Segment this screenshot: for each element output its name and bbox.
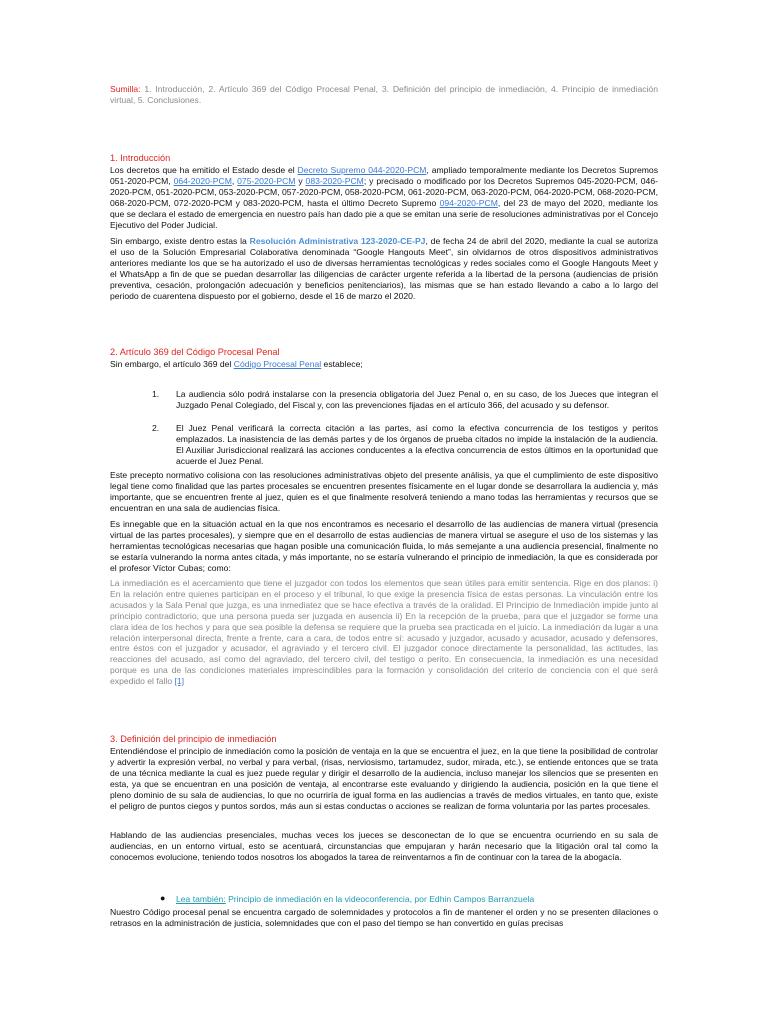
text-run: , de fecha 24 de abril del 2020, mediante la cual se autoriza el uso de la Solución Empresarial Colaborativa denominada “Google Hangouts Meet”, sin olvidarnos de otros dispositivos administrativos anteriores mediante los que se ha autorizado el uso de diversas herramientas tecnológicas y redes sociales como el Google Hangouts Meet y el WhatsApp a fin de que se puedan desarrollar las diligencias de carácter urgente referida a la libertad de la persona (audiencias de prisión preventiva, cesación, prolongación adecuación y beneficios penitenciarios), las mismas que se han estado llevando a cabo a lo largo del periodo de cuarentena dispuesto por el gobierno, desde el 16 de marzo el 2020. [110, 236, 658, 301]
paragraph-precepto: Este precepto normativo colisiona con las resoluciones administrativas objeto del presente análisis, ya que el cumplimiento de este dispositivo legal tiene como finalidad que las partes procesales se encuentren presentes físicamente en el lugar donde se desarrollara la audiencia y, más importante, que se encuentren frente al juez, quien es el que finalmente resolverá teniendo a mano todas las herramientas y recursos que se encuentran en una sala de audiencias física. [110, 470, 658, 513]
list-item-text: El Juez Penal verificará la correcta citación a las partes, así como la efectiva concurrencia de los testigos y peritos emplazados. La inasistencia de las demás partes y de los órganos de prueba citados no impide la instalación de la audiencia. El Auxiliar Jurisdiccional realizará las acciones conducentes a la efectiva concurrencia de estos últimos en la oportunidad que acuerde el Juez Penal. [176, 423, 658, 466]
list-item-text: La audiencia sólo podrá instalarse con la presencia obligatoria del Juez Penal o, en su caso, de los Jueces que integran el Juzgado Penal Colegiado, del Fiscal y, con las prevenciones fijadas en el artículo 366, del acusado y su defensor. [176, 389, 658, 410]
section-heading-introduccion: 1. Introducción [110, 153, 171, 163]
text-run: , del 23 de mayo del 2020, mediante los que se declara el estado de emergencia en nuestro país han dado pie a que se emitan una serie de resoluciones administrativas por el Concejo Ejecutivo del Poder Judicial. [110, 197, 658, 230]
quote-text: La inmediación es el acercamiento que tiene el juzgador con todos los elementos que sean útiles para emitir sentencia. Rige en dos planos: i) En la relación entre quienes participan en el proceso y el tribunal, lo que exige la presencia física de estas personas. La vinculación entre los acusados y la Sala Penal que juzga, es una inmediatez que se hace efectiva a través de la oralidad. El Principio de Inmediación impide junto al principio contradictorio, que una persona pueda ser juzgada en ausencia ii) En la recepción de la prueba, para que el juzgador se forme una clara idea de los hechos y para que sea posible la defensa se requiere que la prueba sea practicada en el juicio. La inmediación da lugar a una relación interpersonal directa, frente a frente, cara a cara, de todos entre sí: acusado y juzgador, acusado y acusador, acusado y defensores, entre éstos con el juzgador y acusador, el agraviado y el tercero civil. El juzgador conoce directamente la personalidad, las actitudes, las reacciones del acusado, así como del agraviado, del tercero civil, del testigo o perito. En consecuencia, la inmediación es una necesidad porque es una de las condiciones materiales imprescindibles para la formación y consolidación del criterio de conciencia con el que será expedido el fallo [110, 578, 658, 687]
section-heading-definicion: 3. Definición del principio de inmediación [110, 734, 277, 744]
text-run: ; y precisado o modificado por los Decretos Supremos 045-2020-PCM, 046-2020-PCM, 051-2020-PCM, 053-2020-PCM, 057-2020-PCM, 058-2020-PCM, 061-2020-PCM, 063-2020-PCM, 064-2020-PCM, 068-2020-PCM, 068-2020-PCM, 072-2020-PCM y 083-2020-PCM, hasta el último Decreto Supremo [110, 175, 658, 208]
text-run: , ampliado temporalmente mediante los Decretos Supremos 051-2020-PCM, [110, 165, 658, 186]
text-run: y [295, 175, 306, 186]
footnote-link[interactable]: [1] [174, 676, 185, 687]
text-run: Sin embargo, el artículo 369 del [110, 359, 234, 369]
link-decreto-075[interactable]: 075-2020-PCM [237, 175, 296, 186]
list-number: 2. [152, 423, 160, 433]
link-codigo-procesal-penal[interactable]: Código Procesal Penal [233, 359, 322, 369]
bullet-icon: ● [160, 893, 166, 903]
sumilla [110, 84, 658, 106]
text-run: establece; [321, 359, 363, 369]
text-run: , [231, 175, 238, 186]
quote-victor-cubas [110, 578, 658, 687]
section-heading-articulo-369: 2. Artículo 369 del Código Procesal Penal [110, 347, 280, 357]
link-resolucion-123[interactable]: Resolución Administrativa 123-2020-CE-PJ [249, 236, 426, 246]
lea-tambien-label[interactable]: Lea también: [176, 894, 226, 904]
lea-tambien [176, 894, 658, 905]
paragraph-entendiendose: Entendiéndose el principio de inmediación como la posición de ventaja en la que se encuentra el juez, en la que tiene la posibilidad de controlar y advertir la expresión verbal, no verbal y para verbal, (risas, nerviosismo, tartamudez, sudor, mirada, etc.), se entiende entonces que se trata de una técnica mediante la cual es juez puede regular y dirigir el desarrollo de la audiencia, incluso manejar los silencios que se presenten en esta, ya que se encuentran en una posición de ventaja, al encontrarse este evaluando y dirigiendo la audiencia, posición en la que tiene el pleno dominio de su sala de audiencias, lo que no ocurriría de igual forma en las audiencias a través de medios virtuales, en tanto que, existe el peligro de puntos ciegos y puntos sordos, más aun si estas conductas o acciones se realizan de forma voluntaria por las partes procesales. [110, 746, 658, 811]
paragraph-establece [110, 359, 658, 370]
list-number: 1. [152, 389, 160, 399]
link-decreto-083[interactable]: 083-2020-PCM [305, 175, 364, 186]
lea-tambien-link[interactable]: Principio de inmediación en la videoconferencia, por Edhin Campos Barranzuela [225, 894, 535, 904]
paragraph-resolucion [110, 236, 658, 301]
link-decreto-094[interactable]: 094-2020-PCM [439, 197, 498, 208]
paragraph-audiencias-presenciales: Hablando de las audiencias presenciales, muchas veces los jueces se desconectan de lo que se encuentra ocurriendo en su sala de audiencias, en un entorno virtual, esto se acentuará, circunstancias que empujaran y harán necesario que la litigación oral tal como la conocemos evolucione, teniendo todos nosotros los abogados la tarea de reinventarnos a fin de continuar con la tarea de la abogacía. [110, 830, 658, 862]
text-run: Sin embargo, existe dentro estas la [110, 236, 250, 246]
paragraph-innegable: Es innegable que en la situación actual en la que nos encontramos es necesario el desarrollo de las audiencias de manera virtual (presencia virtual de las partes procesales), y siempre que en el desarrollo de estas audiencias de manera virtual se asegure el uso de los sistemas y las herramientas tecnológicas necesarias que hagan posible una comunicación fluida, lo más semejante a una audiencia presencial, finalmente no se estaría vulnerando la norma antes citada, y más importante, no se estaría vulnerando el principio de inmediación, la que es considerada por el profesor Víctor Cubas; como: [110, 519, 658, 573]
sumilla-label: Sumilla: [110, 84, 141, 94]
paragraph-codigo-procesal: Nuestro Código procesal penal se encuentra cargado de solemnidades y protocolos a fin de mantener el orden y no se presenten dilaciones o retrasos en la administración de justicia, solemnidades que con el paso del tiempo se han convertido en guías precisas [110, 907, 658, 928]
link-decreto-064[interactable]: 064-2020-PCM [173, 175, 232, 186]
sumilla-text: 1. Introducción, 2. Artículo 369 del Código Procesal Penal, 3. Definición del principio de inmediación, 4. Principio de inmediación virtual, 5. Conclusiones. [110, 84, 658, 105]
link-decreto-044[interactable]: Decreto Supremo 044-2020-PCM [297, 165, 427, 175]
paragraph-decretos [110, 165, 658, 230]
text-run: Los decretos que ha emitido el Estado desde el [110, 165, 298, 175]
